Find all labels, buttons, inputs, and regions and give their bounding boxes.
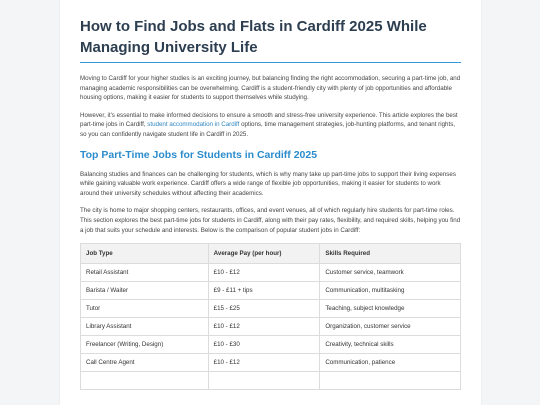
table-header-row bbox=[81, 244, 461, 264]
table-row bbox=[81, 300, 461, 318]
article-page bbox=[60, 0, 481, 405]
average-pay-cell: £10 - £12 bbox=[208, 264, 320, 282]
average-pay-cell bbox=[208, 372, 320, 390]
average-pay-cell: £10 - £12 bbox=[208, 318, 320, 336]
skills-cell bbox=[320, 372, 461, 390]
job-type-cell: Barista / Waiter bbox=[81, 282, 209, 300]
job-type-cell: Freelancer (Writing, Design) bbox=[81, 336, 209, 354]
skills-cell: Communication, multitasking bbox=[320, 282, 461, 300]
job-type-cell bbox=[81, 372, 209, 390]
intro-2-text-after: options, time management strategies, job-hunting platforms, and tenant rights, so you can confidently navigate student life in Cardiff in 2025. bbox=[80, 121, 456, 138]
average-pay-cell: £10 - £30 bbox=[208, 336, 320, 354]
job-type-cell: Retail Assistant bbox=[81, 264, 209, 282]
average-pay-cell: £15 - £25 bbox=[208, 300, 320, 318]
intro-paragraph-1: Moving to Cardiff for your higher studies is an exciting journey, but balancing finding the right accommodation, securing a part-time job, and managing academic responsibilities can be overwhelming. Cardiff is a student-friendly city with plenty of job opportunities and affordable housing options, making it easier for students to support themselves while studying. bbox=[80, 75, 461, 102]
job-type-cell: Call Centre Agent bbox=[81, 354, 209, 372]
header-average-pay: Average Pay (per hour) bbox=[208, 244, 320, 264]
title-divider bbox=[80, 62, 461, 63]
section-paragraph-1: Balancing studies and finances can be challenging for students, which is why many take up part-time jobs to support their living expenses while gaining valuable work experience. Cardiff offers a wide range of flexible job opportunities, making it easier for students to work around their university schedules without affecting their academics. bbox=[80, 170, 456, 197]
job-type-cell: Library Assistant bbox=[81, 318, 209, 336]
table-row bbox=[81, 318, 461, 336]
header-skills-required: Skills Required bbox=[320, 244, 461, 264]
article-title: How to Find Jobs and Flats in Cardiff 2025 While Managing University Life bbox=[80, 18, 427, 56]
section-heading: Top Part-Time Jobs for Students in Cardiff 2025 bbox=[80, 148, 318, 161]
header-job-type: Job Type bbox=[81, 244, 209, 264]
jobs-table bbox=[80, 243, 461, 390]
section-paragraph-2: The city is home to major shopping centers, restaurants, offices, and event venues, all of which regularly hire students for part-time roles. This section explores the best part-time jobs for students in Cardiff, along with their pay rates, flexibility, and required skills, helping you find a job that suits your schedule and interests. Below is the comparison of popular student jobs in Cardiff: bbox=[80, 207, 461, 234]
average-pay-cell: £9 - £11 + tips bbox=[208, 282, 320, 300]
student-accommodation-link[interactable]: student accommodation in Cardiff bbox=[147, 121, 240, 129]
skills-cell: Creativity, technical skills bbox=[320, 336, 461, 354]
table-row bbox=[81, 264, 461, 282]
jobs-table-body bbox=[81, 264, 461, 390]
skills-cell: Teaching, subject knowledge bbox=[320, 300, 461, 318]
average-pay-cell: £10 - £12 bbox=[208, 354, 320, 372]
intro-paragraph-2 bbox=[80, 111, 461, 140]
skills-cell: Communication, patience bbox=[320, 354, 461, 372]
table-row bbox=[81, 282, 461, 300]
table-row bbox=[81, 372, 461, 390]
skills-cell: Customer service, teamwork bbox=[320, 264, 461, 282]
job-type-cell: Tutor bbox=[81, 300, 209, 318]
intro-2-text-before: However, it's essential to make informed decisions to ensure a smooth and stress-free university experience. This article explores the best part-time jobs in Cardiff, bbox=[80, 111, 458, 129]
table-row bbox=[81, 336, 461, 354]
skills-cell: Organization, customer service bbox=[320, 318, 461, 336]
table-row bbox=[81, 354, 461, 372]
